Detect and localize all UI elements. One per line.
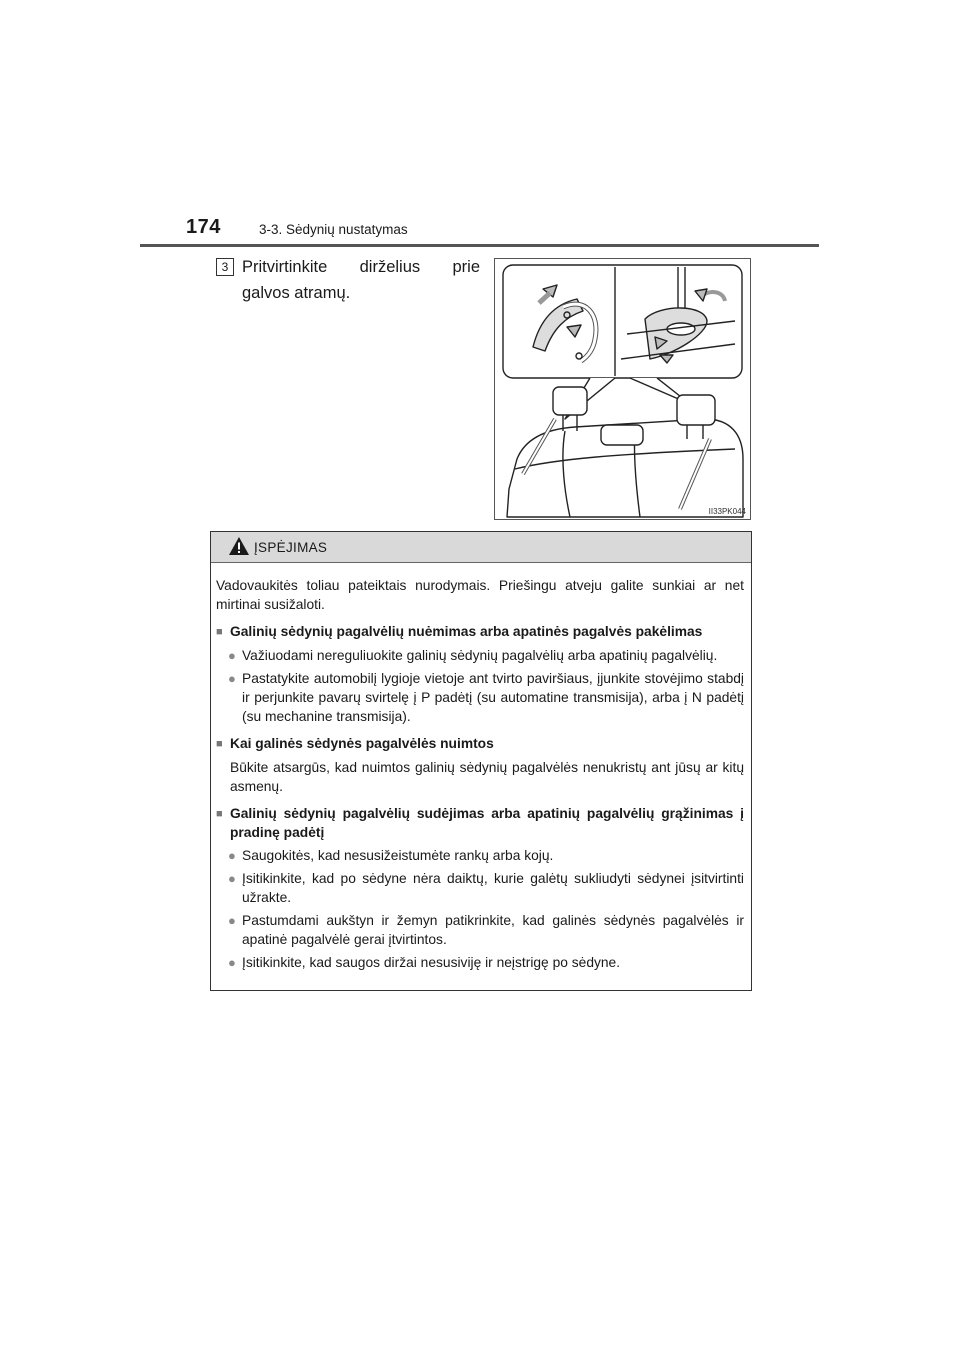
section-heading: ■ Kai galinės sėdynės pagalvėlės nuimtos	[216, 734, 744, 754]
illustration-drawing	[495, 259, 750, 519]
circle-bullet-icon: ●	[228, 848, 236, 863]
figure-code: II33PK044	[708, 507, 746, 516]
list-item: ● Pastumdami aukštyn ir žemyn patikrinkite, kad galinės sėdynės pagalvėlės ir apatinė pagalvėlė gerai įtvirtintos.	[228, 913, 744, 947]
warning-title: ĮSPĖJIMAS	[254, 540, 328, 555]
step-word: prie	[452, 258, 480, 276]
step-word: dirželius	[359, 258, 421, 276]
step-instruction	[242, 254, 480, 306]
page-number: 174	[186, 216, 221, 238]
list-item: ● Saugokitės, kad nesusižeistumėte rankų arba kojų.	[228, 848, 554, 863]
circle-bullet-icon: ●	[228, 671, 236, 686]
list-item: ● Įsitikinkite, kad saugos diržai nesusiviję ir neįstrigę po sėdyne.	[228, 955, 621, 970]
step-number: 3	[216, 258, 234, 276]
square-bullet-icon: ■	[216, 626, 223, 638]
warning-header	[211, 532, 751, 563]
section-heading: ■ Galinių sėdynių pagalvėlių nuėmimas arba apatinės pagalvės pakėlimas	[216, 622, 744, 642]
warning-body	[216, 576, 744, 976]
list-item: ● Važiuodami nereguliuokite galinių sėdynių pagalvėlių arba apatinių pagalvėlių.	[228, 648, 718, 663]
square-bullet-icon: ■	[216, 738, 223, 750]
warning-triangle-icon	[228, 536, 250, 556]
square-bullet-icon: ■	[216, 808, 223, 820]
step-line-2: galvos atramų.	[242, 284, 351, 302]
list-item: ● Pastatykite automobilį lygioje vietoje ant tvirto paviršiaus, įjunkite stovėjimo stabdį ir perjunkite pavarų svirtelę į P padėtį (su automatine transmisija), arba į N padėtį (su mechanine transmisija).	[228, 671, 744, 724]
circle-bullet-icon: ●	[228, 913, 236, 928]
warning-box	[210, 531, 752, 991]
section-title: 3-3. Sėdynių nustatymas	[259, 222, 408, 237]
step-word: Pritvirtinkite	[242, 258, 328, 276]
section-heading: ■ Galinių sėdynių pagalvėlių sudėjimas arba apatinių pagalvėlių grąžinimas į pradinę padėtį	[216, 806, 744, 840]
warning-intro: Vadovaukitės toliau pateiktais nurodymais. Priešingu atveju galite sunkiai ar net mirtinai susižaloti.	[216, 578, 744, 612]
headrest-strap-illustration	[494, 258, 751, 520]
section-text: Būkite atsargūs, kad nuimtos galinių sėdynių pagalvėlės nenukristų ant jūsų ar kitų asmenų.	[230, 760, 744, 794]
list-item: ● Įsitikinkite, kad po sėdyne nėra daiktų, kurie galėtų sukliudyti sėdynei įsitvirtinti užrakte.	[228, 871, 744, 905]
circle-bullet-icon: ●	[228, 955, 236, 970]
circle-bullet-icon: ●	[228, 648, 236, 663]
header-rule	[140, 244, 819, 247]
circle-bullet-icon: ●	[228, 871, 236, 886]
